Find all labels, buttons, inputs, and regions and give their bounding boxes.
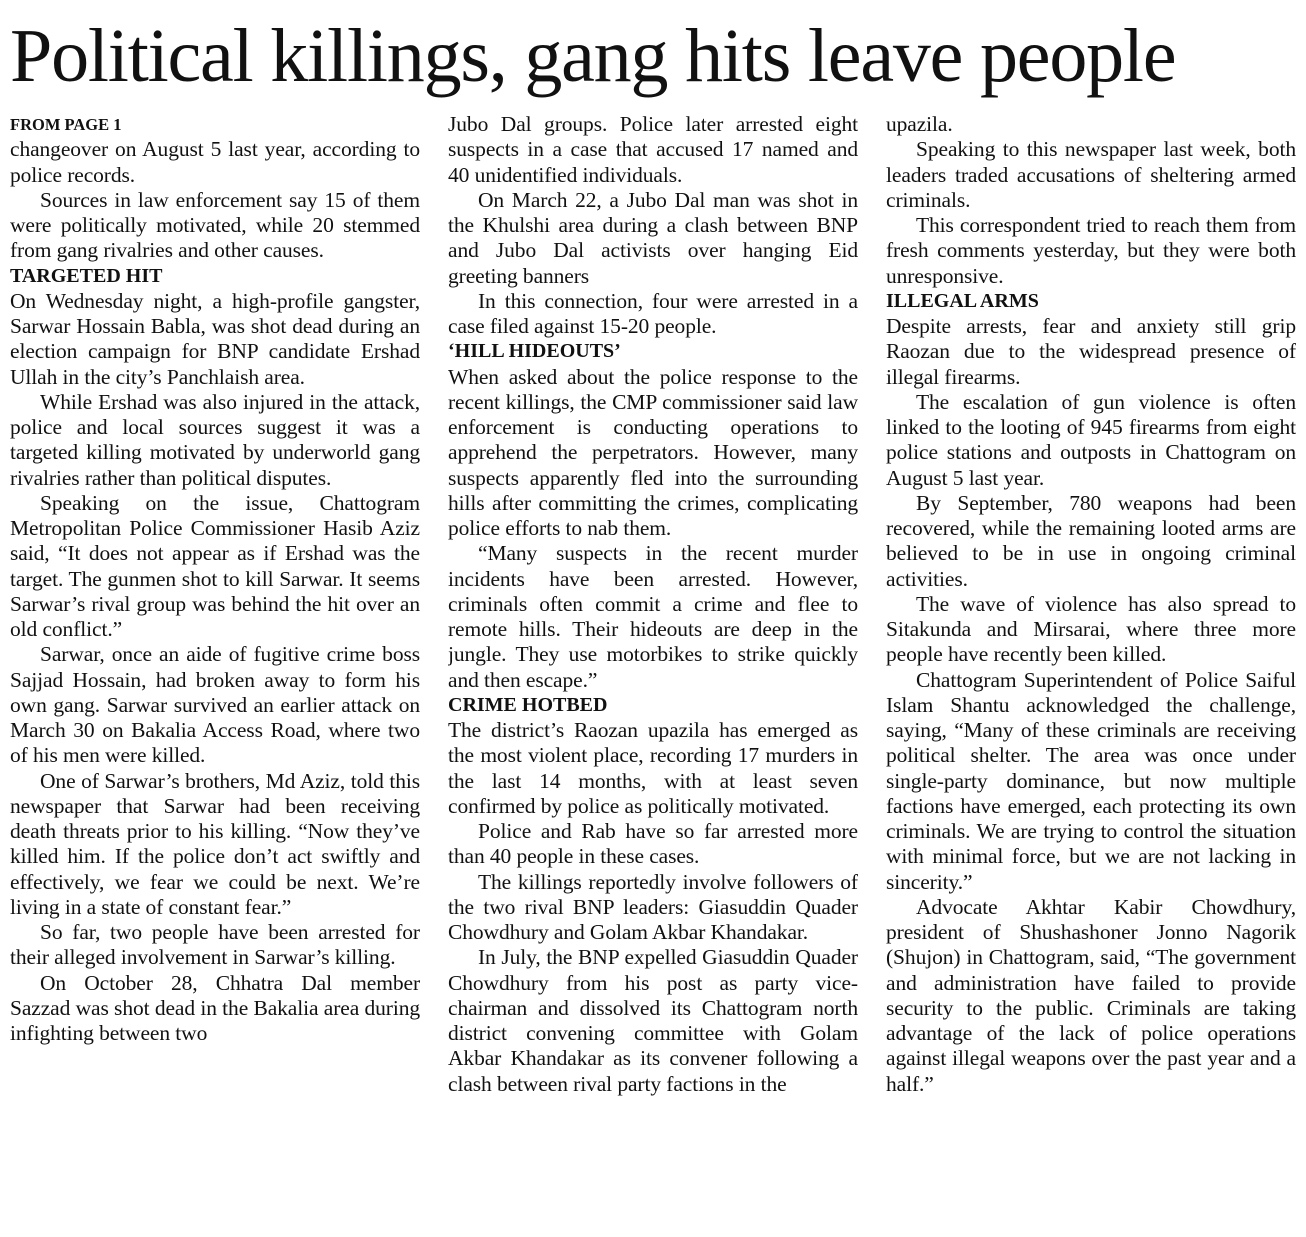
- continuation-kicker: FROM PAGE 1: [10, 115, 122, 134]
- article-paragraph: Sources in law enforcement say 15 of them were politically motivated, while 20 stemmed from gang rivalries and other causes.: [10, 187, 420, 263]
- article-paragraph: While Ershad was also injured in the attack, police and local sources suggest it was a targeted killing motivated by underworld gang rivalries rather than political disputes.: [10, 389, 420, 490]
- article-paragraph: The wave of violence has also spread to Sitakunda and Mirsarai, where three more people have recently been killed.: [886, 591, 1296, 667]
- section-subhead: ‘HILL HIDEOUTS’: [448, 340, 621, 363]
- article-paragraph: Speaking on the issue, Chattogram Metropolitan Police Commissioner Hasib Aziz said, “It does not appear as if Ershad was the target. The gunmen shot to kill Sarwar. It seems Sarwar’s rival group was behind the hit over an old conflict.”: [10, 490, 420, 641]
- article-paragraph: One of Sarwar’s brothers, Md Aziz, told this newspaper that Sarwar had been receiving death threats prior to his killing. “Now they’ve killed him. If the police don’t act swiftly and effectively, we fear we could be next. We’re living in a state of constant fear.”: [10, 768, 420, 919]
- article-column-2: [448, 112, 858, 1224]
- article-paragraph: So far, two people have been arrested for their alleged involvement in Sarwar’s killing.: [10, 920, 420, 970]
- article-paragraph: “Many suspects in the recent murder incidents have been arrested. However, criminals often commit a crime and flee to remote hills. Their hideouts are deep in the jungle. They use motorbikes to strike quickly and then escape.”: [448, 541, 858, 692]
- article-paragraph: changeover on August 5 last year, according to police records.: [10, 137, 420, 187]
- article-paragraph: When asked about the police response to the recent killings, the CMP commissioner said law enforcement is conducting operations to apprehend the perpetrators. However, many suspects apparently fled into the surrounding hills after committing the crimes, complicating police efforts to nab them.: [448, 364, 858, 540]
- article-paragraph: The district’s Raozan upazila has emerged as the most violent place, recording 17 murders in the last 14 months, with at least seven confirmed by police as politically motivated.: [448, 718, 858, 818]
- article-paragraph: On Wednesday night, a high-profile gangster, Sarwar Hossain Babla, was shot dead during an election campaign for BNP candidate Ershad Ullah in the city’s Panchlaish area.: [10, 288, 420, 389]
- article-paragraph: On October 28, Chhatra Dal member Sazzad was shot dead in the Bakalia area during infighting between two: [10, 970, 420, 1045]
- headline: Political killings, gang hits leave people: [10, 14, 1176, 98]
- article-paragraph: Speaking to this newspaper last week, both leaders traded accusations of sheltering armed criminals.: [886, 137, 1296, 212]
- article-paragraph: Despite arrests, fear and anxiety still grip Raozan due to the widespread presence of illegal firearms.: [886, 314, 1296, 389]
- article-paragraph: Jubo Dal groups. Police later arrested eight suspects in a case that accused 17 named and 40 unidentified individuals.: [448, 112, 858, 187]
- article-paragraph: On March 22, a Jubo Dal man was shot in the Khulshi area during a clash between BNP and Jubo Dal activists over hanging Eid greeting banners: [448, 187, 858, 288]
- article-paragraph: The killings reportedly involve followers of the two rival BNP leaders: Giasuddin Quader Chowdhury and Golam Akbar Khandakar.: [448, 869, 858, 944]
- article-paragraph: upazila.: [886, 112, 953, 136]
- article-paragraph: Police and Rab have so far arrested more than 40 people in these cases.: [448, 819, 858, 869]
- article-column-1: [10, 112, 420, 1224]
- article-column-3: [886, 112, 1296, 1224]
- section-subhead: ILLEGAL ARMS: [886, 289, 1039, 312]
- article-paragraph: Sarwar, once an aide of fugitive crime boss Sajjad Hossain, had broken away to form his own gang. Sarwar survived an earlier attack on March 30 on Bakalia Access Road, where two of his men were killed.: [10, 642, 420, 768]
- article-paragraph: Advocate Akhtar Kabir Chowdhury, president of Shushashoner Jonno Nagorik (Shujon) in Chattogram, said, “The government and administration have failed to provide security to the public. Criminals are taking advantage of the lack of police operations against illegal weapons over the past year and a half.”: [886, 894, 1296, 1096]
- article-paragraph: The escalation of gun violence is often linked to the looting of 945 firearms from eight police stations and outposts in Chattogram on August 5 last year.: [886, 389, 1296, 490]
- article-paragraph: In July, the BNP expelled Giasuddin Quader Chowdhury from his post as party vice-chairman and dissolved its Chattogram north district convening committee with Golam Akbar Khandakar as its convener following a clash between rival party factions in the: [448, 945, 858, 1096]
- section-subhead: TARGETED HIT: [10, 264, 163, 287]
- section-subhead: CRIME HOTBED: [448, 693, 608, 716]
- article-paragraph: Chattogram Superintendent of Police Saiful Islam Shantu acknowledged the challenge, saying, “Many of these criminals are receiving political shelter. The area was once under single-party dominance, but now multiple factions have emerged, each protecting its own criminals. We are trying to control the situation with minimal force, but we are not lacking in sincerity.”: [886, 667, 1296, 894]
- article-paragraph: In this connection, four were arrested in a case filed against 15-20 people.: [448, 288, 858, 338]
- article-paragraph: This correspondent tried to reach them from fresh comments yesterday, but they were both unresponsive.: [886, 213, 1296, 288]
- article-paragraph: By September, 780 weapons had been recovered, while the remaining looted arms are believed to be in use in ongoing criminal activities.: [886, 490, 1296, 591]
